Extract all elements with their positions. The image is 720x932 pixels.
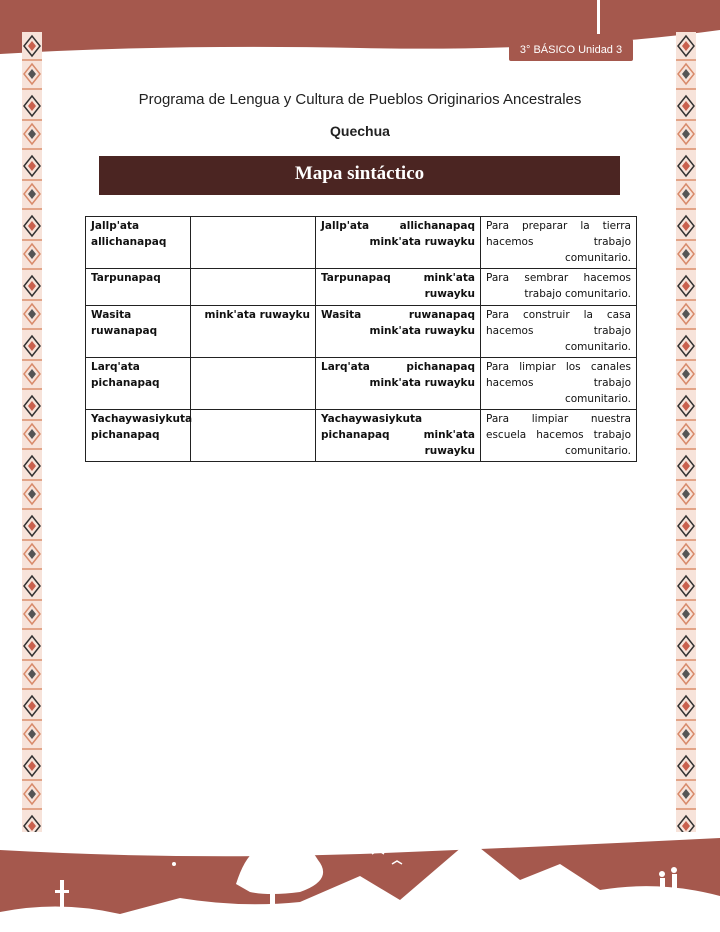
table-row	[86, 306, 637, 358]
section-title: Mapa sintáctico	[294, 163, 425, 184]
quechua-sentence-cell: Tarpunapaq mink'ata ruwayku	[316, 269, 481, 306]
quechua-sentence-cell: Yachaywasiykuta pichanapaq mink'ata ruwayku	[316, 410, 481, 462]
connector-cell: mink'ata ruwayku	[191, 306, 316, 358]
phrase-cell: Wasita ruwanapaq	[86, 306, 191, 358]
section-title-bar	[99, 156, 620, 195]
quechua-sentence-cell: Larq'ata pichanapaq mink'ata ruwayku	[316, 358, 481, 410]
phrase-cell: Jallp'ata allichanapaq	[86, 217, 191, 269]
table-row	[86, 217, 637, 269]
table-row	[86, 358, 637, 410]
spanish-translation-cell: Para construir la casa hacemos trabajo comunitario.	[481, 306, 637, 358]
grade-unit-badge: 3° BÁSICO Unidad 3	[509, 39, 633, 61]
connector-cell	[191, 217, 316, 269]
quechua-sentence-cell: Jallp'ata allichanapaq mink'ata ruwayku	[316, 217, 481, 269]
connector-cell	[191, 358, 316, 410]
right-woven-border	[676, 32, 696, 832]
spanish-translation-cell: Para limpiar los canales hacemos trabajo comunitario.	[481, 358, 637, 410]
table-row	[86, 269, 637, 306]
connector-cell	[191, 269, 316, 306]
program-title: Programa de Lengua y Cultura de Pueblos Originarios Ancestrales	[138, 91, 582, 108]
connector-cell	[191, 410, 316, 462]
spanish-translation-cell: Para limpiar nuestra escuela hacemos trabajo comunitario.	[481, 410, 637, 462]
left-woven-border	[22, 32, 42, 832]
bottom-landscape-illustration	[0, 820, 720, 932]
spanish-translation-cell: Para preparar la tierra hacemos trabajo comunitario.	[481, 217, 637, 269]
quechua-sentence-cell: Wasita ruwanapaq mink'ata ruwayku	[316, 306, 481, 358]
phrase-cell: Larq'ata pichanapaq	[86, 358, 191, 410]
language-subject: Quechua	[330, 123, 390, 139]
spanish-translation-cell: Para sembrar hacemos trabajo comunitario.	[481, 269, 637, 306]
phrase-cell: Tarpunapaq	[86, 269, 191, 306]
phrase-cell: Yachaywasiykuta pichanapaq	[86, 410, 191, 462]
syntactic-map-table	[85, 216, 637, 462]
table-row	[86, 410, 637, 462]
